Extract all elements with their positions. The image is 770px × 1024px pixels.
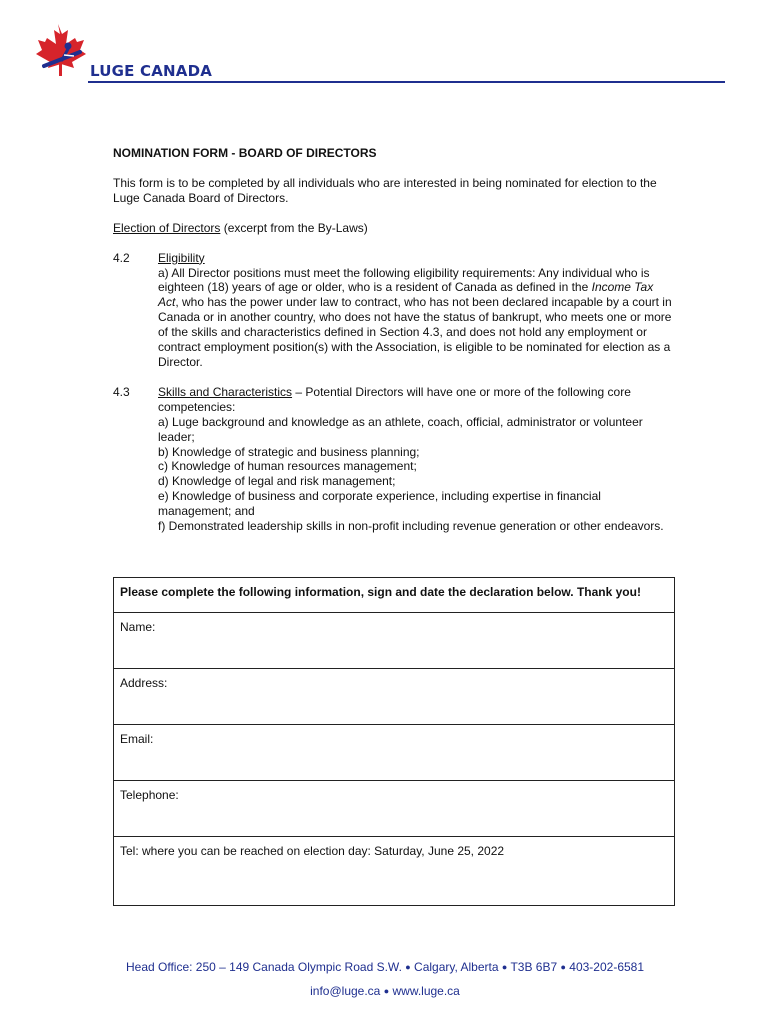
skill-item: c) Knowledge of human resources management;	[158, 459, 417, 474]
name-field[interactable]	[114, 613, 675, 669]
name-label: Name:	[120, 620, 156, 634]
separator-dot: ●	[560, 962, 566, 972]
section-number: 4.2	[113, 250, 130, 265]
election-heading-line	[113, 221, 673, 236]
skill-item: e) Knowledge of business and corporate experience, including expertise in financial management; and	[158, 489, 601, 519]
footer-email-link[interactable]: info@luge.ca	[310, 984, 381, 998]
footer-website-link[interactable]: www.luge.ca	[392, 984, 460, 998]
footer-contact	[0, 984, 770, 998]
document-body	[113, 146, 673, 549]
address-field[interactable]	[114, 669, 675, 725]
form-title: NOMINATION FORM - BOARD OF DIRECTORS	[113, 146, 377, 160]
intro-paragraph: This form is to be completed by all individuals who are interested in being nominated for election to the Luge Canada Board of Directors.	[113, 175, 657, 205]
section-number: 4.3	[113, 384, 130, 399]
section-heading-skills: Skills and Characteristics	[158, 384, 293, 399]
nomination-info-table	[113, 577, 675, 906]
email-label: Email:	[120, 732, 154, 746]
election-heading: Election of Directors	[113, 220, 221, 235]
maple-leaf-luger-icon	[28, 22, 98, 80]
election-heading-suffix: (excerpt from the By-Laws)	[220, 220, 368, 235]
skill-item: a) Luge background and knowledge as an athlete, coach, official, administrator or volunteer leader;	[158, 414, 643, 444]
separator-dot: ●	[501, 962, 508, 972]
header-divider	[88, 81, 725, 83]
election-day-tel-field[interactable]	[114, 837, 675, 906]
section-heading-eligibility: Eligibility	[158, 250, 205, 265]
skill-item: f) Demonstrated leadership skills in non-profit including revenue generation or other endeavors.	[158, 519, 664, 534]
skills-intro: Skills and Characteristics – Potential Directors will have one or more of the following core competencies:	[158, 384, 631, 414]
separator-dot: ●	[383, 986, 390, 996]
logo-text: LUGE CANADA	[90, 62, 213, 80]
telephone-label: Telephone:	[120, 788, 179, 802]
telephone-field[interactable]	[114, 781, 675, 837]
luge-canada-logo	[28, 22, 238, 82]
address-label: Address:	[120, 676, 168, 690]
election-day-tel-label: Tel: where you can be reached on election day: Saturday, June 25, 2022	[120, 844, 505, 858]
eligibility-text: a) All Director positions must meet the following eligibility requirements: Any individual who is eighteen (18) years of age or older, who is a resident of Canada as defined in the Income Tax Act, who has the power under law to contract, who has not been declared incapable by a court in Canada or in another country, who does not have the status of bankrupt, who meets one or more of the skills and characteristics defined in Section 4.3, and does not hold any employment or contract employment position(s) with the Association, is eligible to be nominated for election as a Director.	[158, 265, 672, 369]
section-4-3	[113, 385, 673, 534]
skill-item: d) Knowledge of legal and risk management;	[158, 474, 396, 489]
income-tax-act: Income Tax Act	[158, 280, 654, 310]
skill-item: b) Knowledge of strategic and business planning;	[158, 444, 420, 459]
footer-address: Head Office: 250 – 149 Canada Olympic Road S.W. ● Calgary, Alberta ● T3B 6B7 ● 403-202-6581	[125, 960, 645, 974]
separator-dot: ●	[405, 962, 411, 972]
form-instruction: Please complete the following information, sign and date the declaration below. Thank you!	[114, 578, 675, 613]
email-field[interactable]	[114, 725, 675, 781]
section-4-2	[113, 251, 673, 370]
